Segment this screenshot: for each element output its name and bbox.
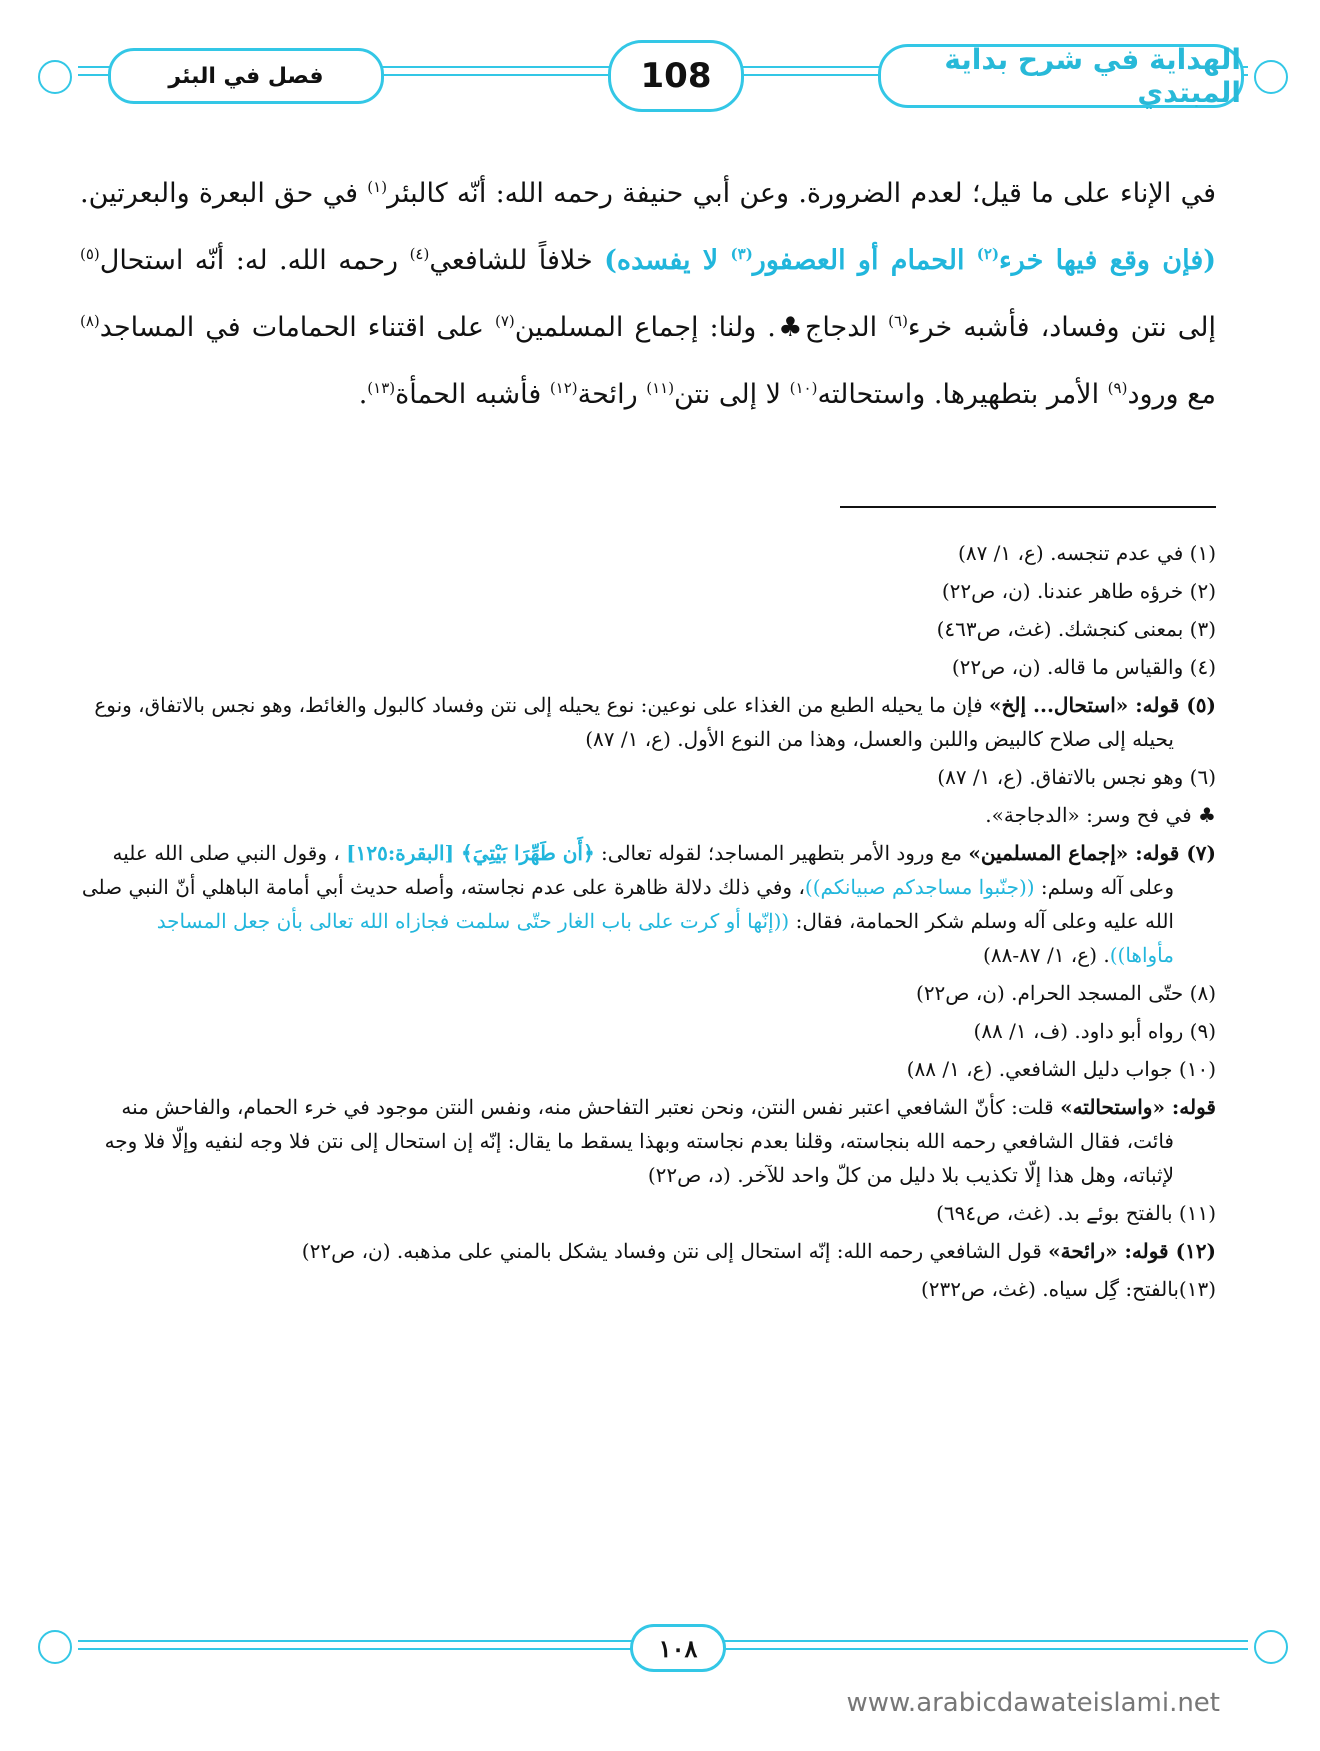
footnote-ref: (١) bbox=[367, 178, 388, 196]
footer-page-number: ١٠٨ bbox=[630, 1624, 726, 1672]
book-title: الهداية في شرح بداية المبتدي bbox=[878, 44, 1244, 108]
matn-highlight: (فإن وقع فيها خرء bbox=[999, 245, 1217, 276]
footnote-label: (١٢) قوله: «رائحة» bbox=[1048, 1239, 1216, 1263]
footnote-ref: (٤) bbox=[409, 245, 430, 263]
quran-quote: ﴿أَن طَهِّرَا بَيْتِيَ﴾ [البقرة:١٢٥] bbox=[346, 841, 595, 865]
main-text-segment: في الإناء على ما قيل؛ لعدم الضرورة. وعن أبي حنيفة رحمه الله: أنّه كالبئر bbox=[387, 178, 1216, 209]
footnote-9: (٩) رواه أبو داود. (ف، ١/ ٨٨) bbox=[973, 1019, 1216, 1043]
ornament-left-icon bbox=[38, 1630, 72, 1664]
footnote-text: قلت: كأنّ الشافعي اعتبر نفس النتن، ونحن نعتبر التفاحش منه، ونفس النتن موجود في خرء الحمام، والفاحش منه فائت، فقال الشافعي رحمه الله بنجاسته، وقلنا بعدم نجاسته وبهذا يسقط ما يقال: إنّه إن استحال إلى نتن فلا وجه لنفيه وإلّا فلا وجه لإثباته، وهل هذا إلّا تكذيب بلا دليل من كلّ واحد للآخر. (د، ص٢٢) bbox=[104, 1095, 1174, 1187]
hadith-quote: ((إنّها أو كرت على باب الغار حتّى سلمت فجازاه الله تعالى بأن جعل المساجد مأواها)) bbox=[156, 909, 1174, 967]
footnote-text: فإن ما يحيله الطبع من الغذاء على نوعين: نوع يحيله إلى نتن وفساد كالبول والغائط، وهو نجس بالاتفاق، ونوع يحيله إلى صلاح كالبيض واللبن والعسل، وهذا من النوع الأول. (ع، ١/ ٨٧) bbox=[94, 693, 1174, 751]
footnote-4: (٤) والقياس ما قاله. (ن، ص٢٢) bbox=[951, 655, 1216, 679]
footnote-ref: (١٢) bbox=[549, 379, 578, 397]
footnote-2: (٢) خرؤه طاهر عندنا. (ن، ص٢٢) bbox=[941, 579, 1216, 603]
main-text-segment: على اقتناء الحمامات في المساجد bbox=[99, 312, 495, 343]
footnote-ref: (٦) bbox=[888, 312, 908, 330]
main-text-segment: الدجاج♣. ولنا: إجماع المسلمين bbox=[514, 312, 889, 343]
footnote-ref: (١٣) bbox=[367, 379, 396, 397]
footnote-text: . (ع، ١/ ٨٧-٨٨) bbox=[983, 943, 1110, 967]
footnote-label: قوله: «واستحالته» bbox=[1060, 1095, 1216, 1119]
main-text-segment: خلافاً للشافعي bbox=[429, 245, 605, 276]
page-header bbox=[38, 40, 1288, 110]
footnote-comment bbox=[80, 1090, 1216, 1192]
main-text bbox=[80, 160, 1216, 428]
matn-highlight: لا يفسده) bbox=[604, 245, 731, 276]
ornament-right-icon bbox=[1254, 1630, 1288, 1664]
footnote-ref: (١٠) bbox=[789, 379, 818, 397]
footnote-label: (٥) قوله: «استحال... إلخ» bbox=[989, 693, 1216, 717]
footnote-ref: (٩) bbox=[1107, 379, 1128, 397]
page-number: 108 bbox=[608, 40, 744, 112]
main-text-segment: إلى نتن وفساد، فأشبه خرء bbox=[907, 312, 1217, 343]
footnote-7 bbox=[80, 836, 1216, 972]
main-text-segment: فأشبه الحمأة bbox=[395, 379, 550, 410]
footnote-label: (٧) قوله: «إجماع المسلمين» bbox=[968, 841, 1216, 865]
main-text-segment: لا إلى نتن bbox=[674, 379, 790, 410]
page-footer bbox=[38, 1618, 1288, 1678]
footnote-text: مع ورود الأمر بتطهير المساجد؛ لقوله تعالى: bbox=[594, 841, 969, 865]
footnote-ref: (٣) bbox=[730, 245, 753, 263]
footnote-13: (١٣)بالفتح: گِل سياه. (غث، ص٢٣٢) bbox=[920, 1277, 1216, 1301]
footnotes bbox=[80, 536, 1216, 1310]
section-title: فصل في البئر bbox=[108, 48, 384, 104]
ornament-left-icon bbox=[38, 60, 72, 94]
main-text-segment: في حق البعرة والبعرتين. bbox=[80, 178, 368, 209]
footnote-ref: (٧) bbox=[494, 312, 515, 330]
footnote-11: (١١) بالفتح بوئے بد. (غث، ص٦٩٤) bbox=[936, 1201, 1216, 1225]
hadith-quote: ((جنّبوا مساجدكم صبيانكم)) bbox=[804, 875, 1035, 899]
main-text-segment: رحمه الله. له: أنّه استحال bbox=[99, 245, 410, 276]
footnote-12 bbox=[80, 1234, 1216, 1268]
footnote-8: (٨) حتّى المسجد الحرام. (ن، ص٢٢) bbox=[916, 981, 1216, 1005]
footnote-6: (٦) وهو نجس بالاتفاق. (ع، ١/ ٨٧) bbox=[937, 765, 1216, 789]
footnote-5 bbox=[80, 688, 1216, 756]
footnote-3: (٣) بمعنى كنجشك. (غث، ص٤٦٣) bbox=[936, 617, 1216, 641]
matn-highlight: الحمام أو العصفور bbox=[752, 245, 977, 276]
footnote-ref: (١١) bbox=[646, 379, 675, 397]
footnote-text: ، وقول النبي صلى الله عليه وعلى آله وسلم: bbox=[112, 841, 1174, 899]
footnote-10: (١٠) جواب دليل الشافعي. (ع، ١/ ٨٨) bbox=[906, 1057, 1216, 1081]
footnote-text: قول الشافعي رحمه الله: إنّه استحال إلى نتن وفساد يشكل بالمني على مذهبه. (ن، ص٢٢) bbox=[301, 1239, 1049, 1263]
footnote-ref: (٨) bbox=[80, 312, 100, 330]
main-text-segment: مع ورود bbox=[1127, 379, 1216, 410]
footnote-text: ، وفي ذلك دلالة ظاهرة على عدم نجاسته، وأصله حديث أبي أمامة الباهلي أنّ النبي صلى الله عليه وعلى آله وسلم شكر الحمامة، فقال: bbox=[81, 875, 1174, 933]
main-text-segment: رائحة bbox=[577, 379, 647, 410]
website-url: www.arabicdawateislami.net bbox=[846, 1688, 1220, 1718]
ornament-right-icon bbox=[1254, 60, 1288, 94]
main-text-segment: الأمر بتطهيرها. واستحالته bbox=[817, 379, 1108, 410]
main-text-segment: . bbox=[358, 379, 368, 410]
footnote-separator bbox=[840, 506, 1216, 508]
footnote-variant: ♣ في فح وسر: «الدجاجة». bbox=[985, 803, 1216, 827]
footnote-ref: (٢) bbox=[976, 245, 1000, 263]
footnote-ref: (٥) bbox=[80, 245, 100, 263]
footnote-1: (١) في عدم تنجسه. (ع، ١/ ٨٧) bbox=[958, 541, 1216, 565]
